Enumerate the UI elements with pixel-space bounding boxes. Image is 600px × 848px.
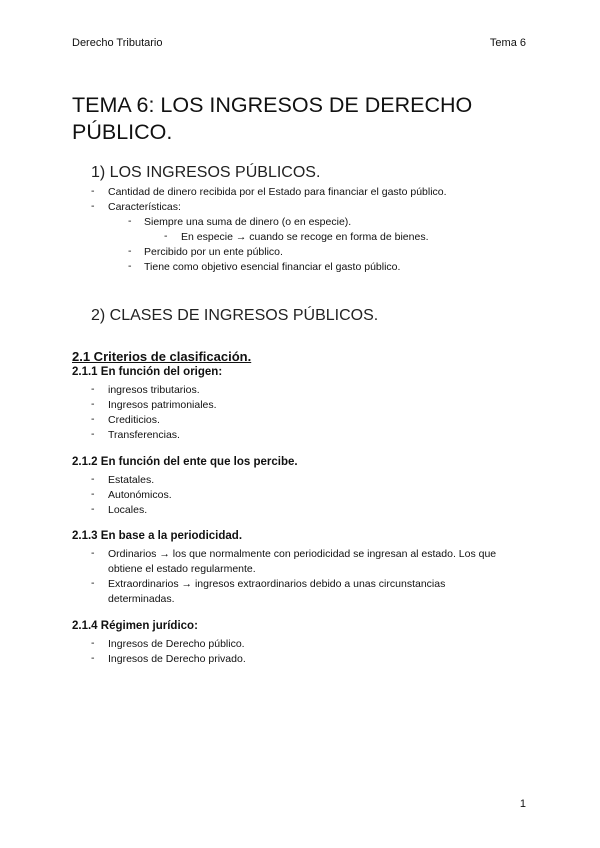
- criterion-heading-ente: 2.1.2 En función del ente que los percibe.: [72, 456, 298, 468]
- bullet-dash: -: [91, 200, 95, 212]
- page-title: TEMA 6: LOS INGRESOS DE DERECHO PÚBLICO.: [72, 93, 473, 144]
- list-item: Estatales.: [108, 474, 155, 486]
- bullet-dash: -: [91, 473, 95, 485]
- header-right: Tema 6: [489, 37, 526, 49]
- bullet-dash: -: [91, 503, 95, 515]
- bullet-dash: -: [91, 383, 95, 395]
- bullet-dash: -: [91, 488, 95, 500]
- bullet-dash: -: [91, 547, 95, 559]
- list-item: Autonómicos.: [108, 489, 172, 501]
- criterion-heading-periodicidad: 2.1.3 En base a la periodicidad.: [72, 530, 243, 542]
- list-item: Percibido por un ente público.: [144, 246, 283, 258]
- criterion-heading-origin: 2.1.1 En función del origen:: [72, 366, 223, 378]
- list-item: Características:: [108, 201, 181, 213]
- header-left: Derecho Tributario: [72, 37, 163, 49]
- page-number: 1: [519, 798, 526, 810]
- list-item: Cantidad de dinero recibida por el Estado para financiar el gasto público.: [108, 186, 447, 198]
- section-2-heading: 2) CLASES DE INGRESOS PÚBLICOS.: [91, 307, 379, 324]
- list-item: Siempre una suma de dinero (o en especie).: [144, 216, 352, 228]
- list-item: Tiene como objetivo esencial financiar el gasto público.: [144, 261, 401, 273]
- bullet-dash: -: [91, 637, 95, 649]
- bullet-dash: -: [128, 215, 132, 227]
- bullet-dash: -: [91, 652, 95, 664]
- list-item: En especie → cuando se recoge en forma de bienes.: [181, 231, 429, 243]
- list-item-continuation: determinadas.: [108, 593, 175, 605]
- bullet-dash: -: [91, 413, 95, 425]
- list-item: Ordinarios → los que normalmente con periodicidad se ingresan al estado. Los que: [108, 548, 497, 560]
- list-item: Transferencias.: [108, 429, 180, 441]
- bullet-dash: -: [164, 230, 168, 242]
- list-item: Ingresos patrimoniales.: [108, 399, 217, 411]
- section-1-heading: 1) LOS INGRESOS PÚBLICOS.: [91, 164, 321, 181]
- list-item: Ingresos de Derecho público.: [108, 638, 245, 650]
- subsection-heading: 2.1 Criterios de clasificación.: [72, 349, 252, 364]
- bullet-dash: -: [128, 245, 132, 257]
- bullet-dash: -: [91, 398, 95, 410]
- list-item: Ingresos de Derecho privado.: [108, 653, 246, 665]
- list-item-continuation: obtiene el estado regularmente.: [108, 563, 256, 575]
- list-item: Locales.: [108, 504, 148, 516]
- bullet-dash: -: [91, 577, 95, 589]
- list-item: ingresos tributarios.: [108, 384, 200, 396]
- list-item: Extraordinarios → ingresos extraordinarios debido a unas circunstancias: [108, 578, 446, 590]
- criterion-heading-regimen: 2.1.4 Régimen jurídico:: [72, 620, 198, 632]
- bullet-dash: -: [91, 185, 95, 197]
- bullet-dash: -: [91, 428, 95, 440]
- list-item: Crediticios.: [108, 414, 160, 426]
- bullet-dash: -: [128, 260, 132, 272]
